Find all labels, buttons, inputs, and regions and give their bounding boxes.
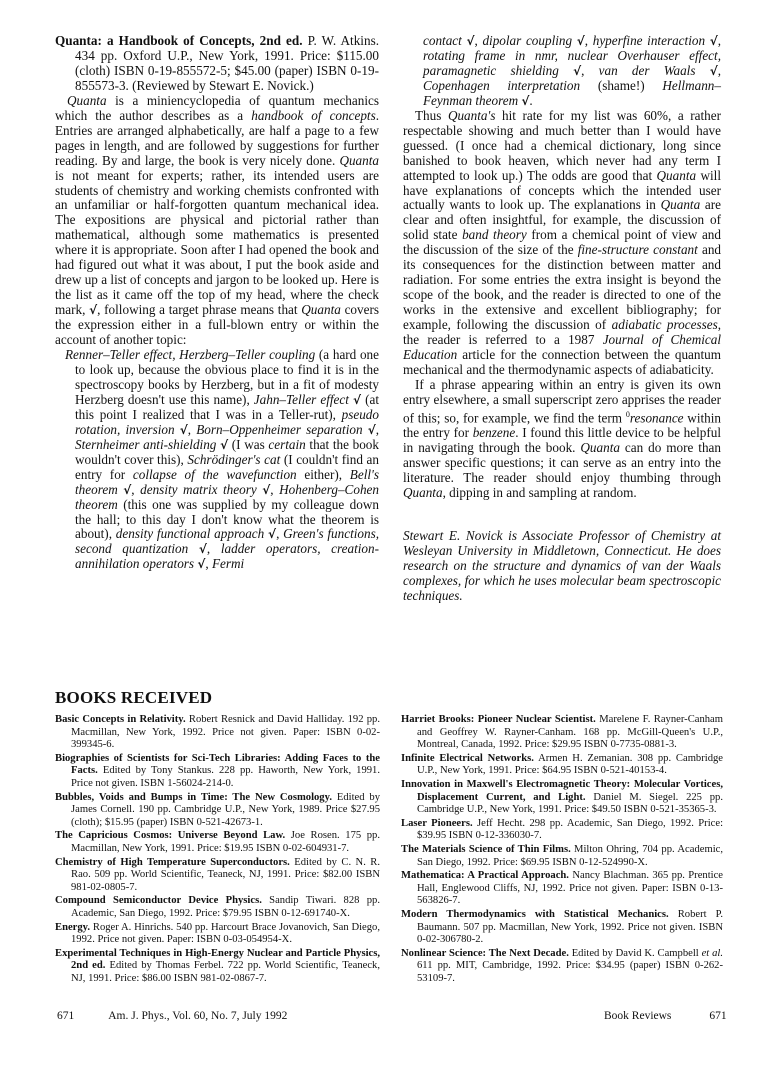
concept: collapse of the wavefunction <box>132 466 297 482</box>
text: (at this point I realized that I was in a Teller-rut), <box>75 391 379 422</box>
book-details: Roger A. Hinrichs. 540 pp. Harcourt Brace Jovanovich, San Diego, 1992. Price not given. Paper: ISBN 0-03-054954-X. <box>71 921 380 946</box>
book-details: Armen H. Zemanian. 308 pp. Cambridge U.P., New York, 1991. Price: $64.95 ISBN 0-521-40153-4. <box>417 752 723 777</box>
concept-list <box>55 348 379 572</box>
text: , <box>584 33 593 48</box>
text: , <box>205 556 212 572</box>
reviewer-bio: Stewart E. Novick is Associate Professor of Chemistry at Wesleyan University in Middletown, Connecticut. He does research on the structure and dynamics of van der Waals complexes, for which he uses molecular beam spectroscopic techniques. <box>403 527 721 603</box>
text: . <box>529 92 533 108</box>
book-entry <box>55 895 380 920</box>
text: (a hard one to look up, because the obvious place to find it is in the spectroscopy books by Herzberg, but in a fit of modesty Herzberg doesn't use this name), <box>75 347 380 407</box>
check-mark-icon: √ <box>89 303 98 318</box>
text: , <box>206 541 221 557</box>
review-book-title: Quanta: a Handbook of Concepts, 2nd ed. <box>55 33 303 48</box>
book-title: Biographies of Scientists for Sci-Tech Libraries: Adding Faces to the Facts. <box>55 752 380 777</box>
concept-list-continued <box>403 34 721 109</box>
page-number-left: 671 <box>57 1010 75 1022</box>
check-mark-icon: √ <box>179 422 188 437</box>
page-number-right: 671 <box>709 1010 727 1022</box>
text: , <box>717 62 722 78</box>
text: , <box>717 33 722 48</box>
book-entry <box>55 714 380 752</box>
footer-left <box>57 1010 287 1022</box>
book-details: Daniel M. Siegel. 225 pp. Cambridge U.P., New York, 1991. Price: $49.50 ISBN 0-521-35365-3. <box>417 791 724 816</box>
review-paragraph <box>55 94 379 348</box>
section-name: Book Reviews <box>604 1010 672 1022</box>
book-entry <box>401 753 723 778</box>
emph: band theory <box>462 227 527 243</box>
check-mark-icon: √ <box>521 93 530 108</box>
concept: dipolar coupling <box>482 33 573 48</box>
footer-right <box>604 1010 727 1022</box>
concept: Hohenberg–Cohen theorem <box>75 481 379 512</box>
check-mark-icon: √ <box>198 542 207 557</box>
book-entry <box>55 948 380 986</box>
concept: Fermi <box>211 556 245 572</box>
book-details: Joe Rosen. 175 pp. Macmillan, New York, 1991. Price: $19.95 ISBN 0-02-604931-7. <box>71 830 381 854</box>
concept: density functional approach <box>115 526 265 542</box>
superscript-zero: 0 <box>625 409 630 419</box>
text: can do more than answer specific questions; it can serve as an entry into the literature. The reader should enjoy thumbing through <box>403 440 721 486</box>
emph: Quanta <box>301 302 341 318</box>
check-mark-icon: √ <box>268 527 277 542</box>
book-details: Edited by C. N. R. Rao. 509 pp. World Scientific, Teaneck, NJ, 1991. Price: $82.00 ISBN 981-02-0805-7. <box>71 856 380 893</box>
book-title: Basic Concepts in Relativity. <box>55 714 186 725</box>
book-title: The Materials Science of Thin Films. <box>401 843 571 855</box>
review-paragraph <box>403 378 721 501</box>
check-mark-icon: √ <box>262 482 271 497</box>
text: either), <box>296 466 350 482</box>
book-title: Infinite Electrical Networks. <box>401 752 534 764</box>
concept: density matrix theory <box>140 481 257 497</box>
concept: Sternheimer anti-shielding <box>75 436 217 452</box>
emph: Journal of Chemical Education <box>403 332 721 363</box>
book-title: Compound Semiconductor Device Physics. <box>55 895 262 907</box>
emph: adiabatic processes <box>611 317 718 333</box>
review-column-left <box>55 34 379 572</box>
concept: Renner–Teller effect, Herzberg–Teller coupling <box>65 347 316 363</box>
concept: Hellmann–Feynman theorem <box>423 77 721 108</box>
book-entry <box>55 792 380 830</box>
book-title: Mathematica: A Practical Approach. <box>401 870 569 882</box>
book-entry <box>401 779 723 817</box>
text: within the entry for <box>403 410 722 441</box>
concept: rotating frame in nmr, nuclear Overhauser effect, paramagnetic shielding <box>423 47 721 78</box>
emph: Quanta <box>660 197 701 213</box>
text: will have explanations of concepts which the intended user actually wants to look up. The explanations in <box>403 167 721 213</box>
book-entry <box>401 844 723 869</box>
text: , <box>131 481 141 497</box>
check-mark-icon: √ <box>573 63 582 78</box>
text: covers the expression either in a full-blown entry or within the account of another topic: <box>55 302 379 348</box>
book-title: Bubbles, Voids and Bumps in Time: The New Cosmology. <box>55 791 332 803</box>
text: , the reader is referred to a 1987 <box>403 317 722 348</box>
text: (I couldn't find an entry for <box>75 451 379 482</box>
review-column-right <box>403 34 721 604</box>
books-received-left <box>55 714 380 986</box>
text: , <box>375 421 380 437</box>
book-details: Edited by David K. Campbell <box>568 947 702 959</box>
check-mark-icon: √ <box>353 392 362 407</box>
book-details: 611 pp. MIT, Cambridge, 1992. Price: $34.95 (paper) ISBN 0-262-53109-7. <box>417 960 723 984</box>
emph: Quanta <box>339 152 379 168</box>
book-entry <box>55 753 380 791</box>
emph: certain <box>268 436 306 452</box>
review-citation: P. W. Atkins. 434 pp. Oxford U.P., New York, 1991. Price: $115.00 (cloth) ISBN 0-19-855572-5; $45.00 (paper) ISBN 0-19-855573-3. (Reviewed by Stewart E. Novick.) <box>75 33 379 93</box>
book-entry <box>401 870 723 908</box>
text: is a miniencyclopedia of quantum mechanics which the author describes as a <box>55 92 379 123</box>
text: If a phrase appearing within an entry is given its own entry elsewhere, a small superscript zero apprises the reader of this; so, for example, we find the term <box>403 376 721 426</box>
book-details: Robert Resnick and David Halliday. 192 pp. Macmillan, New York, 1992. Price not given. Paper: ISBN 0-02-399345-6. <box>71 714 381 751</box>
book-title: Harriet Brooks: Pioneer Nuclear Scientist. <box>401 714 596 725</box>
book-details: Edited by James Cornell. 190 pp. Cambridge U.P., New York, 1989. Price $27.95 (cloth); $15.95 (paper) ISBN 0-521-42673-1. <box>71 791 380 828</box>
text: , <box>270 481 280 497</box>
text: are clear and often insightful, for example, the discussion of solid state <box>403 197 721 243</box>
emph: Quanta <box>580 440 620 456</box>
check-mark-icon: √ <box>197 557 206 572</box>
text: , <box>276 526 284 542</box>
text: Thus <box>415 107 448 123</box>
book-title: Innovation in Maxwell's Electromagnetic Theory: Molecular Vortices, Displacement Current, and Light. <box>401 778 723 803</box>
book-details: Nancy Blachman. 365 pp. Prentice Hall, Englewood Cliffs, NJ, 1992. Price not given. Paper: ISBN 0-13-563826-7. <box>417 870 723 907</box>
book-title: The Capricious Cosmos: Universe Beyond Law. <box>55 830 286 842</box>
book-details: Sandip Tiwari. 828 pp. Academic, San Diego, 1992. Price: $79.95 ISBN 0-12-691740-X. <box>71 895 380 919</box>
emph: Quanta <box>67 92 107 108</box>
text: (I was <box>228 436 269 452</box>
concept: ladder operators, creation-annihilation operators <box>75 541 380 572</box>
check-mark-icon: √ <box>466 34 475 48</box>
text: and its consequences for the distinction between matter and radiation. For some entries the extra insight is beyond the scope of the book, and the reader is directed to one of the works in the extensive and excellent bibliography; for example, following the discussion of <box>403 242 722 333</box>
concept: pseudo rotation, inversion <box>75 406 379 437</box>
text: , <box>581 62 599 78</box>
emph: fine-structure constant <box>577 242 698 258</box>
check-mark-icon: √ <box>123 482 132 497</box>
check-mark-icon: √ <box>576 34 585 48</box>
text: is not meant for experts; rather, its intended users are students of chemistry and working chemists confronted with an unfamiliar or half-forgotten quantum mechanical idea. The expositions are physical and pictorial rather than mathematical, although some mathematics is presented where it is appropriate. Soon after I had opened the book and had figured out what it was about, I put the book aside and drew up a list of concepts and jargon to be looked up. Here is the list as it came off the top of my head, where the check mark, <box>55 167 379 318</box>
concept: Copenhagen interpretation <box>423 77 581 93</box>
book-details: Edited by Tony Stankus. 228 pp. Haworth, New York, 1991. Price not given. ISBN 1-56024-214-0. <box>71 765 380 789</box>
emph: Quanta <box>403 484 443 500</box>
book-entry <box>55 830 380 855</box>
book-details: Marelene F. Rayner-Canham and Geoffrey W. Rayner-Canham. 168 pp. McGill-Queen's U.P., Montreal, Canada, 1992. Price: $29.95 ISBN 0-7735-0881-3. <box>417 714 723 751</box>
text: (shame!) <box>580 77 663 93</box>
book-entry <box>401 909 723 947</box>
text: , dipping in and sampling at random. <box>442 484 637 500</box>
book-entry <box>55 922 380 947</box>
book-details: Milton Ohring, 704 pp. Academic, San Diego, 1992. Price: $69.95 ISBN 0-12-524990-X. <box>417 843 723 868</box>
book-entry <box>401 714 723 752</box>
book-title: Experimental Techniques in High-Energy Nuclear and Particle Physics, 2nd ed. <box>55 947 380 972</box>
text: , following a target phrase means that <box>97 302 302 318</box>
concept: Born–Oppenheimer separation <box>196 421 363 437</box>
check-mark-icon: √ <box>709 63 718 78</box>
emph: Quanta's <box>447 107 496 123</box>
book-entry <box>401 948 723 986</box>
emph: handbook of concepts <box>251 107 376 123</box>
book-title: Modern Thermodynamics with Statistical Mechanics. <box>401 908 669 920</box>
book-details: Jeff Hecht. 298 pp. Academic, San Diego, 1992. Price: $39.95 ISBN 0-12-336030-7. <box>417 817 724 842</box>
text: that the book wouldn't cover this), <box>75 436 379 467</box>
check-mark-icon: √ <box>367 422 376 437</box>
text: from a chemical point of view and the discussion of the size of the <box>403 227 721 258</box>
book-entry <box>401 818 723 843</box>
books-received-right <box>401 714 723 986</box>
book-details: Robert P. Baumann. 507 pp. Macmillan, New York, 1992. Price not given. ISBN 0-02-306780-2. <box>417 908 723 946</box>
emph: benzene <box>472 425 516 441</box>
concept: Bell's theorem <box>75 466 379 497</box>
text: , <box>474 33 483 48</box>
concept: Jahn–Teller effect <box>253 391 349 407</box>
concept: contact <box>423 33 462 48</box>
review-heading <box>55 34 379 94</box>
text: (this one was supplied by my colleague down the hall; to this day I don't know what the theorem is about), <box>75 496 379 542</box>
check-mark-icon: √ <box>709 34 718 48</box>
text: . Entries are arranged alphabetically, are half a page to a few pages in length, and are followed by suggestions for further reading. By and large, the book is very nicely done. <box>55 107 380 168</box>
books-received-heading: BOOKS RECEIVED <box>55 688 213 707</box>
concept: hyperfine interaction <box>592 33 706 48</box>
book-title: Nonlinear Science: The Next Decade. <box>401 947 569 959</box>
concept: van der Waals <box>598 62 696 78</box>
text: hit rate for my list was 60%, a rather respectable showing and much better than I would have guessed. (I once had a chemical dictionary, long since banished to book heaven, which never had any term I attempted to look up.) The odds are good that <box>403 107 722 183</box>
book-title: Energy. <box>55 921 91 933</box>
book-title: Chemistry of High Temperature Superconductors. <box>55 856 290 868</box>
check-mark-icon: √ <box>220 437 229 452</box>
book-details: Edited by Thomas Ferbel. 722 pp. World Scientific, Teaneck, NJ, 1991. Price: $86.00 ISBN 981-02-0867-7. <box>71 960 380 984</box>
text: , <box>187 421 197 437</box>
text: article for the connection between the quantum mechanical and the thermodynamic aspects of adiabaticity. <box>403 347 721 377</box>
book-entry <box>55 857 380 895</box>
concept: Schrödinger's cat <box>187 451 281 467</box>
text: . I found this little device to be helpful in navigating through the book. <box>403 425 721 456</box>
emph: Quanta <box>656 167 697 183</box>
emph: resonance <box>629 410 684 426</box>
concept: Green's functions, second quantization <box>75 526 380 557</box>
review-paragraph <box>403 109 721 378</box>
book-title: Laser Pioneers. <box>401 817 473 829</box>
book-etal: et al. <box>701 947 723 959</box>
journal-citation: Am. J. Phys., Vol. 60, No. 7, July 1992 <box>108 1010 288 1022</box>
